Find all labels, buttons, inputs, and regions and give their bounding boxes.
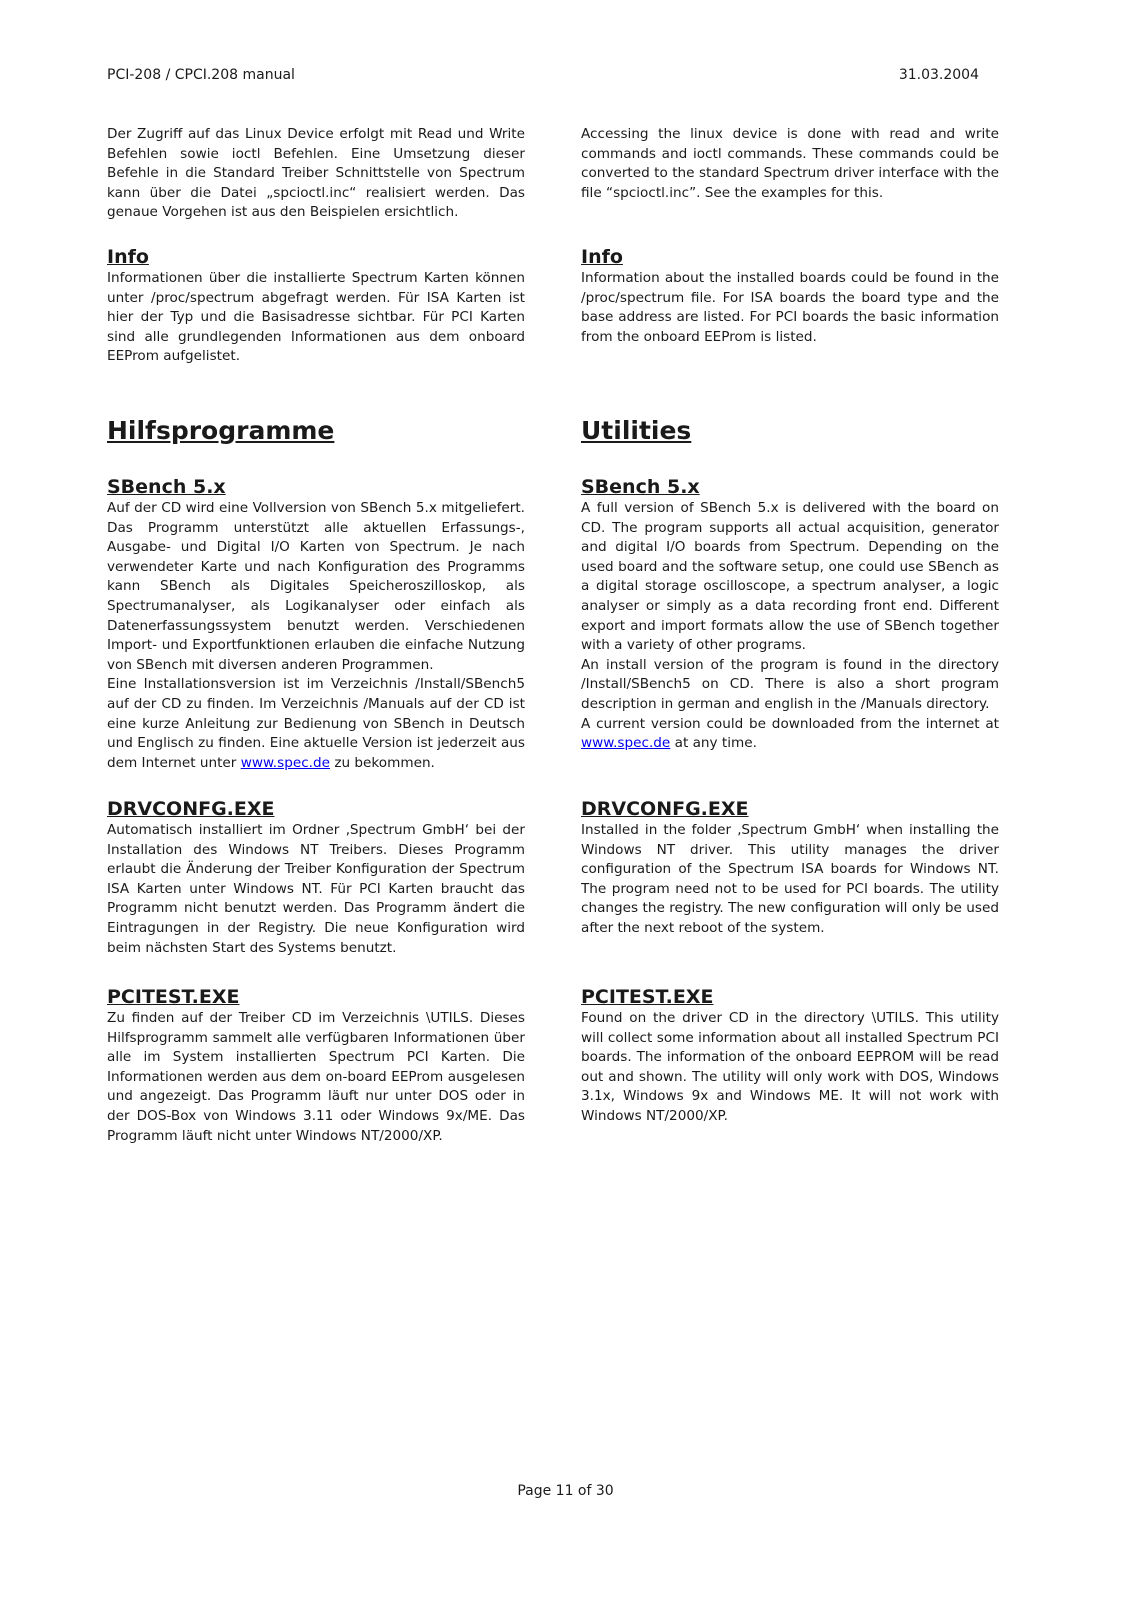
en-sbench-download-b: at any time. xyxy=(674,735,757,752)
de-info-heading: Info xyxy=(107,246,149,268)
de-pcitest-text: Zu finden auf der Treiber CD im Verzeichnis \UTILS. Dieses Hilfsprogramm sammelt alle verfügbaren Informationen über alle im System installierten Spectrum PCI Karten. Die Informationen werden aus dem on-board EEProm ausgelesen und angezeigt. Das Programm läuft nur unter DOS oder in der DOS-Box von Windows 3.11 oder Windows 9x/ME. Das Programm läuft nicht unter Windows NT/2000/XP. xyxy=(107,1010,525,1144)
spec-website-link[interactable]: www.spec.de xyxy=(581,735,671,752)
en-info-section xyxy=(581,245,999,347)
de-utilities-section xyxy=(107,415,525,447)
manual-date: 31.03.2004 xyxy=(898,67,979,83)
en-sbench-download-a: A current version could be downloaded from the internet at xyxy=(581,715,999,732)
page-number: Page 11 of 30 xyxy=(517,1483,614,1499)
de-sbench-install-text xyxy=(107,675,525,773)
de-sbench-heading: SBench 5.x xyxy=(107,476,226,498)
de-sbench-install-b: zu bekommen. xyxy=(334,754,435,771)
de-pcitest-heading: PCITEST.EXE xyxy=(107,986,240,1008)
en-sbench-text: A full version of SBench 5.x is delivered with the board on CD. The program supports all actual acquisition, generator and digital I/O boards from Spectrum. Depending on the used board and the software setup, one could use SBench as a digital storage oscilloscope, a spectrum analyser, a logic analyser or simply as a data recording front end. Different export and import formats allow the use of SBench together with a variety of other programs. xyxy=(581,500,999,654)
de-info-text: Informationen über die installierte Spectrum Karten können unter /proc/spectrum abgefragt werden. Für ISA Karten ist hier der Typ und die Basisadresse sichtbar. Für PCI Karten sind alle grundlegenden Informationen aus dem onboard EEProm aufgelistet. xyxy=(107,270,525,365)
en-pcitest-heading: PCITEST.EXE xyxy=(581,986,714,1008)
en-utilities-section xyxy=(581,415,999,447)
de-intro-text: Der Zugriff auf das Linux Device erfolgt mit Read und Write Befehlen sowie ioctl Befehlen. Eine Umsetzung dieser Befehle in die Standard Treiber Schnittstelle von Spectrum kann über die Datei „spcioctl.inc“ realisiert werden. Das genaue Vorgehen ist aus den Beispielen ersichtlich. xyxy=(107,126,525,221)
en-info-text: Information about the installed boards could be found in the /proc/spectrum file. For ISA boards the board type and the base address are listed. For PCI boards the basic information from the onboard EEProm is listed. xyxy=(581,270,999,345)
manual-title: PCI-208 / CPCI.208 manual xyxy=(107,67,295,83)
de-drvconfg-heading: DRVCONFG.EXE xyxy=(107,798,275,820)
en-drvconfg-heading: DRVCONFG.EXE xyxy=(581,798,749,820)
en-utilities-heading: Utilities xyxy=(581,416,692,445)
de-sbench-install-a: Eine Installationsversion ist im Verzeichnis /Install/SBench5 auf der CD zu finden. Im Verzeichnis /Manuals auf der CD ist eine kurze Anleitung zur Bedienung von SBench in Deutsch und Englisch zu finden. Eine aktuelle Version ist jederzeit aus dem Internet unter xyxy=(107,676,525,771)
de-info-section xyxy=(107,245,525,367)
en-pcitest-text: Found on the driver CD in the directory \UTILS. This utility will collect some information about all installed Spectrum PCI boards. The information of the onboard EEPROM will be read out and shown. The utility will only work with DOS, Windows 3.1x, Windows 9x and Windows ME. It will not work with Windows NT/2000/XP. xyxy=(581,1010,999,1124)
en-sbench-heading: SBench 5.x xyxy=(581,476,700,498)
de-sbench-section xyxy=(107,475,525,773)
de-sbench-text: Auf der CD wird eine Vollversion von SBench 5.x mitgeliefert. Das Programm unterstützt alle aktuellen Erfassungs-, Ausgabe- und Digital I/O Karten von Spectrum. Je nach verwendeter Karte und nach Konfiguration des Programms kann SBench als Digitales Speicheroszilloskop, als Spectrumanalyser, als Logikanalyser oder einfach als Datenerfassungssystem benutzt werden. Verschiedenen Import- und Exportfunktionen erlauben die einfache Nutzung von SBench mit diversen anderen Programmen. xyxy=(107,500,525,673)
de-utilities-heading: Hilfsprogramme xyxy=(107,416,335,445)
de-intro-block xyxy=(107,125,525,223)
en-drvconfg-text: Installed in the folder ‚Spectrum GmbH‘ when installing the Windows NT driver. This utility manages the driver configuration of the Spectrum ISA boards for Windows NT. The program need not to be used for PCI boards. The utility changes the registry. The new configuration will only be used after the next reboot of the system. xyxy=(581,822,999,936)
de-drvconfg-section xyxy=(107,797,525,958)
en-sbench-download-text xyxy=(581,715,999,754)
en-drvconfg-section xyxy=(581,797,999,939)
de-pcitest-section xyxy=(107,985,525,1146)
en-sbench-section xyxy=(581,475,999,754)
en-intro-block xyxy=(581,125,999,203)
en-info-heading: Info xyxy=(581,246,623,268)
de-drvconfg-text: Automatisch installiert im Ordner ‚Spectrum GmbH‘ bei der Installation des Windows NT Treibers. Dieses Programm erlaubt die Änderung der Treiber Konfiguration der Spectrum ISA Karten unter Windows NT. Für PCI Karten braucht das Programm nicht benutzt werden. Das Programm ändert die Eintragungen in der Registry. Die neue Konfiguration wird beim nächsten Start des Systems benutzt. xyxy=(107,822,525,956)
en-intro-text: Accessing the linux device is done with read and write commands and ioctl commands. These commands could be converted to the standard Spectrum driver interface with the file “spcioctl.inc”. See the examples for this. xyxy=(581,126,999,201)
spec-website-link[interactable]: www.spec.de xyxy=(240,754,330,771)
en-pcitest-section xyxy=(581,985,999,1127)
en-sbench-install-text: An install version of the program is found in the directory /Install/SBench5 on CD. There is also a short program description in german and english in the /Manuals directory. xyxy=(581,656,999,712)
